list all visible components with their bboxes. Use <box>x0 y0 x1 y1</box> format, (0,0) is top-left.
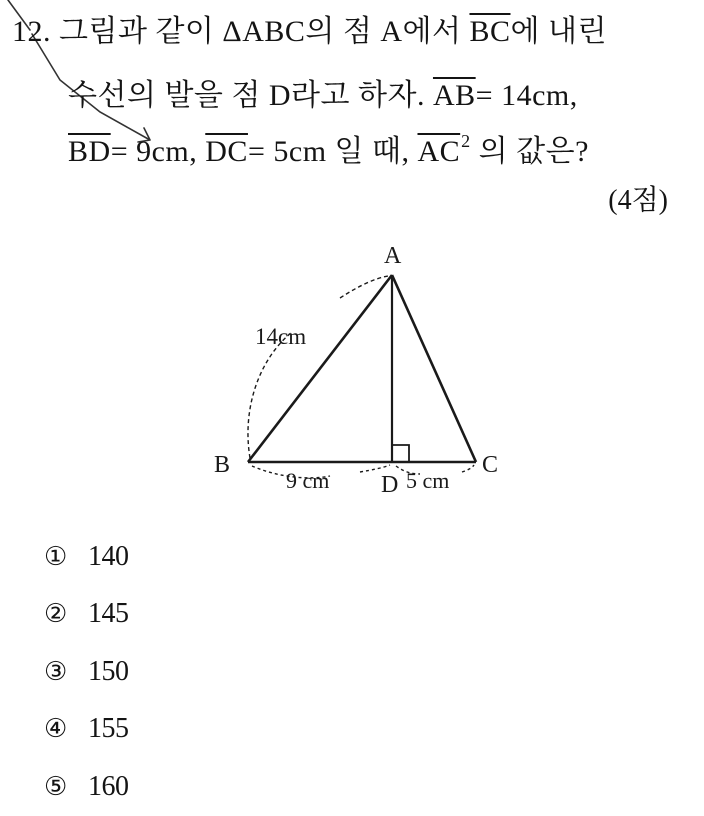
choice-value: 160 <box>88 770 129 802</box>
choice-4[interactable] <box>44 701 129 759</box>
label-ab-length: 14cm <box>255 324 307 349</box>
arc-ab <box>248 276 388 458</box>
label-c: C <box>482 452 499 478</box>
side-ac <box>392 275 476 462</box>
question-line-1: 12. 그림과 같이 ΔABC의 점 A에서 $\overline{BC}$에 내린 <box>12 12 607 52</box>
choice-value: 145 <box>88 598 129 630</box>
label-bd-length: 9 cm <box>286 468 330 493</box>
choice-3[interactable] <box>44 643 129 701</box>
choice-marker: ⑤ <box>44 771 68 802</box>
right-angle-marker <box>392 445 409 462</box>
choice-marker: ② <box>44 599 68 630</box>
choice-value: 140 <box>88 540 129 572</box>
triangle-figure <box>200 240 520 500</box>
segment-dc: $\overline{DC}$ <box>205 135 248 168</box>
question-ask: 의 값은? <box>470 135 589 168</box>
segment-ac: $\overline{AC}$ <box>417 135 461 168</box>
answer-choices <box>44 528 129 816</box>
label-dc-length: 5 cm <box>406 468 450 493</box>
bd-length: = 9cm, <box>110 135 206 168</box>
dc-length: = 5cm 일 때, <box>247 135 418 168</box>
choice-5[interactable] <box>44 758 129 816</box>
choice-marker: ③ <box>44 656 68 687</box>
choice-marker: ① <box>44 541 68 572</box>
label-b: B <box>214 452 231 478</box>
question-line-2 <box>68 76 578 116</box>
ab-length: = 14cm, <box>475 79 578 112</box>
segment-ab: $\overline{AB}$ <box>432 79 476 112</box>
point-value: (4점) <box>608 185 668 216</box>
segment-bd: $\overline{BD}$ <box>68 135 111 168</box>
choice-value: 155 <box>88 713 129 745</box>
question-number: 12 <box>12 15 43 48</box>
choice-value: 150 <box>88 655 129 687</box>
question-line-3 <box>68 132 589 175</box>
segment-bc: $\overline{BC}$ <box>469 15 511 48</box>
question-line1-tail: 에 내린 <box>510 15 607 48</box>
choice-2[interactable] <box>44 586 129 644</box>
label-a: A <box>384 243 402 269</box>
label-d: D <box>381 472 399 498</box>
question-line2-text: 수선의 발을 점 D라고 하자. <box>68 79 433 112</box>
choice-1[interactable] <box>44 528 129 586</box>
side-ab <box>248 275 392 462</box>
exponent: 2 <box>461 131 471 151</box>
question-intro: 그림과 같이 ΔABC의 점 A에서 <box>59 15 470 48</box>
choice-marker: ④ <box>44 714 68 745</box>
